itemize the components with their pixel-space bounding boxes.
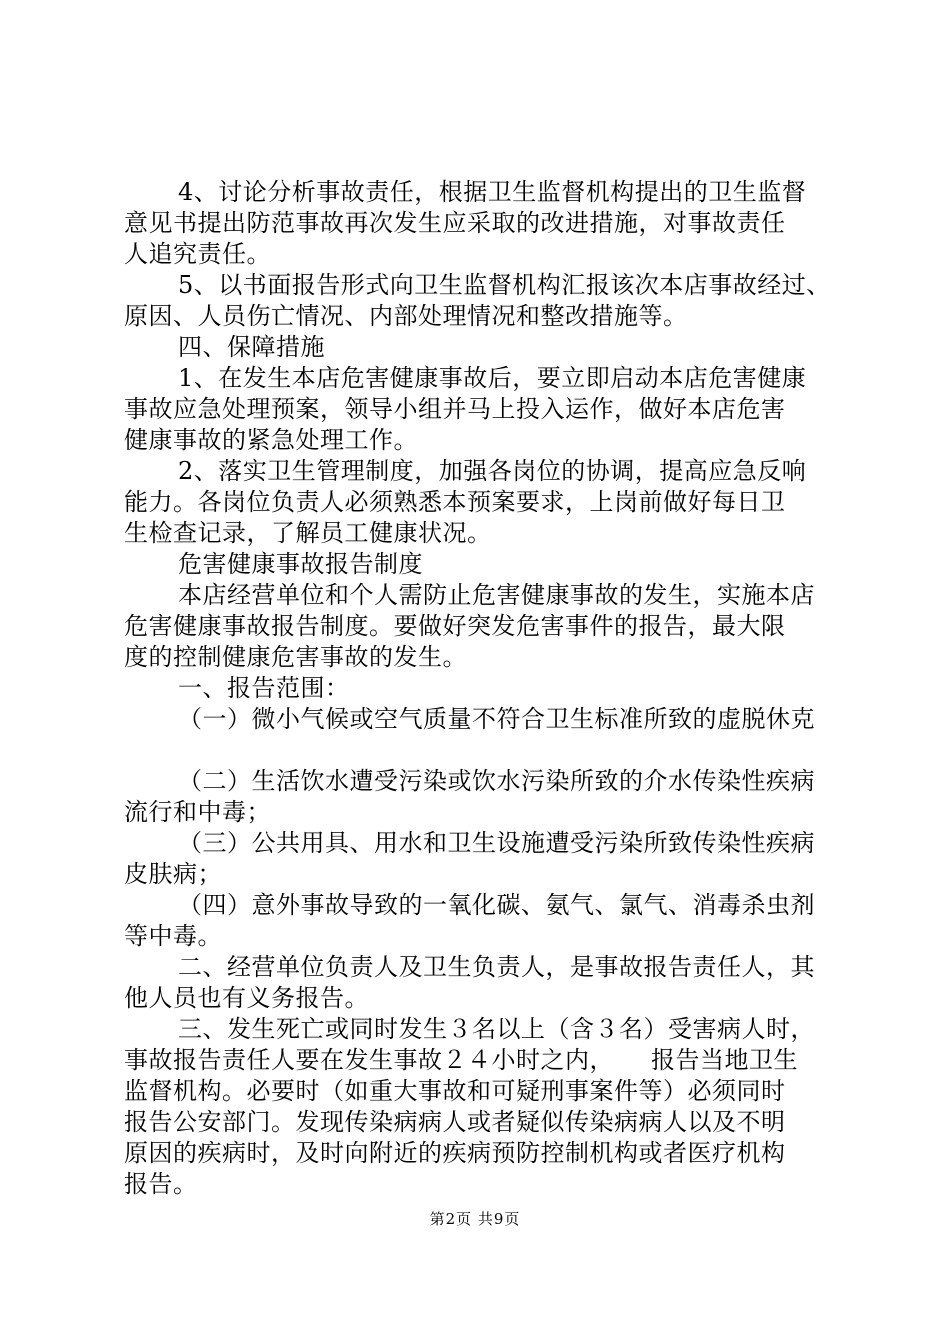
body-line: 等中毒。 [124, 922, 222, 950]
body-line: 危害健康事故报告制度。要做好突发危害事件的报告，最大限 [124, 612, 786, 640]
page-footer: 第2页 共9页 [429, 1210, 521, 1228]
body-line: 意见书提出防范事故再次发生应采取的改进措施，对事故责任 [124, 209, 786, 237]
body-line: 原因的疾病时，及时向附近的疾病预防控制机构或者医疗机构 [124, 1139, 786, 1167]
body-line: 事故报告责任人要在发生事故２４小时之内， 报告当地卫生 [124, 1046, 798, 1074]
list-item: （三）公共用具、用水和卫生设施遭受污染所致传染性疾病 [178, 829, 815, 857]
section-heading: 四、保障措施 [178, 333, 325, 361]
body-line: 生检查记录，了解员工健康状况。 [124, 519, 492, 547]
body-line: 2、落实卫生管理制度，加强各岗位的协调，提高应急反响 [178, 457, 807, 485]
body-line: 流行和中毒； [124, 798, 271, 826]
body-line: 能力。各岗位负责人必须熟悉本预案要求，上岗前做好每日卫 [124, 488, 786, 516]
body-line: 原因、人员伤亡情况、内部处理情况和整改措施等。 [124, 302, 688, 330]
list-item: （四）意外事故导致的一氧化碳、氨气、氯气、消毒杀虫剂 [178, 891, 815, 919]
body-line: 二、经营单位负责人及卫生负责人，是事故报告责任人，其 [178, 953, 815, 981]
body-line: 本店经营单位和个人需防止危害健康事故的发生，实施本店 [178, 581, 815, 609]
body-line: 健康事故的紧急处理工作。 [124, 426, 418, 454]
body-line: 5、以书面报告形式向卫生监督机构汇报该次本店事故经过、 [178, 271, 831, 299]
body-line: 人追究责任。 [124, 240, 271, 268]
body-line: 事故应急处理预案，领导小组并马上投入运作，做好本店危害 [124, 395, 786, 423]
body-line: 报告公安部门。发现传染病病人或者疑似传染病病人以及不明 [124, 1108, 786, 1136]
body-line: 1、在发生本店危害健康事故后，要立即启动本店危害健康 [178, 364, 807, 392]
body-line: 三、发生死亡或同时发生３名以上（含３名）受害病人时， [178, 1015, 815, 1043]
body-line: 监督机构。必要时（如重大事故和可疑刑事案件等）必须同时 [124, 1077, 786, 1105]
list-item: （二）生活饮水遭受污染或饮水污染所致的介水传染性疾病 [178, 767, 815, 795]
list-item: （一）微小气候或空气质量不符合卫生标准所致的虚脱休克 [178, 705, 815, 733]
section-heading: 一、报告范围： [178, 674, 350, 702]
body-line: 他人员也有义务报告。 [124, 984, 369, 1012]
document-subtitle: 危害健康事故报告制度 [178, 550, 423, 578]
body-line: 4、讨论分析事故责任，根据卫生监督机构提出的卫生监督 [178, 178, 807, 206]
body-line: 皮肤病； [124, 860, 222, 888]
body-line: 度的控制健康危害事故的发生。 [124, 643, 467, 671]
body-line: 报告。 [124, 1170, 198, 1198]
